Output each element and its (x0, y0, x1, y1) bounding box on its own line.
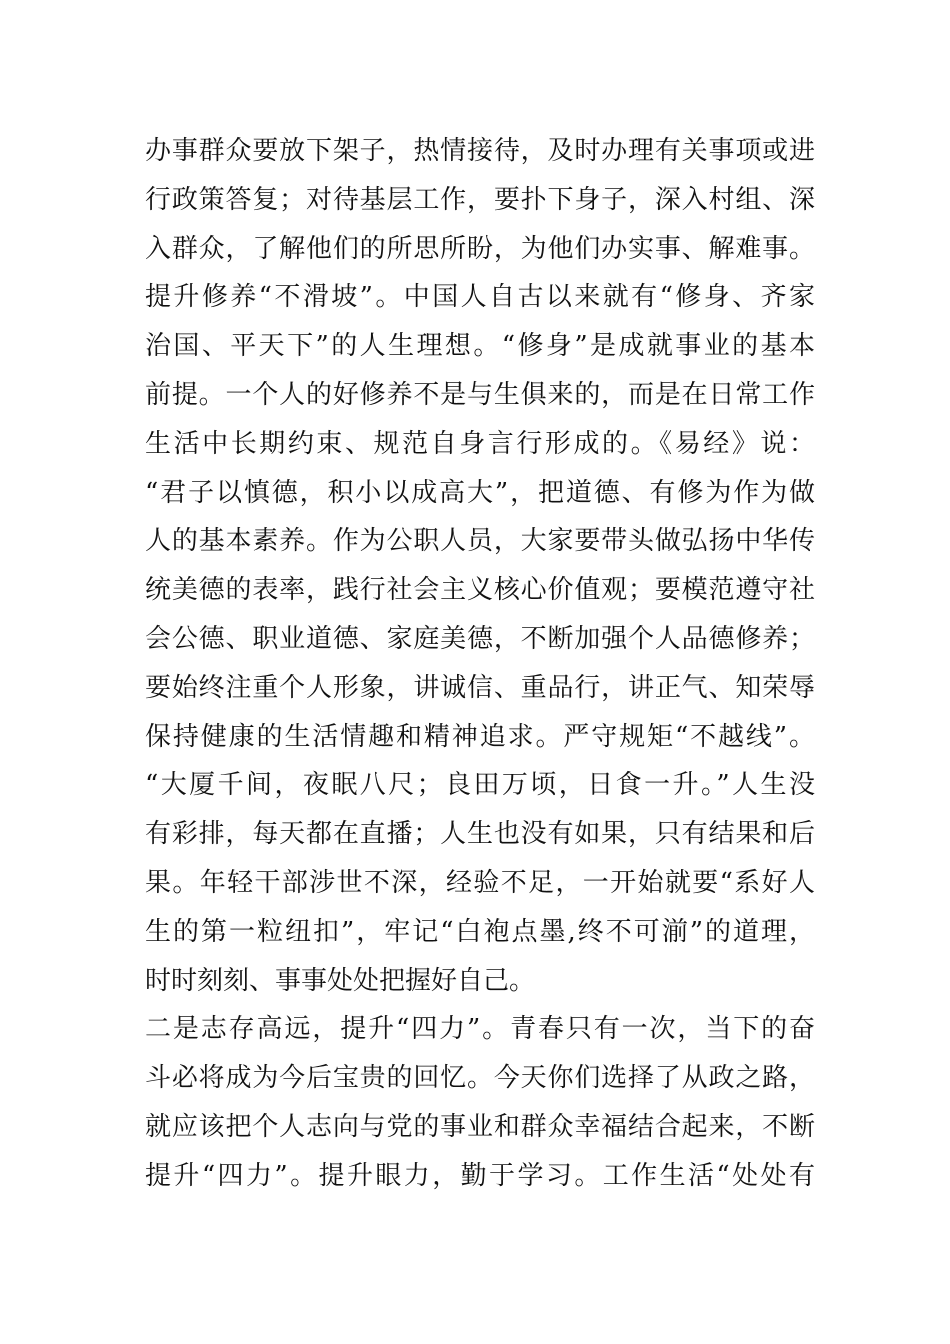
text-line: 前提。一个人的好修养不是与生俱来的，而是在日常工作 (145, 379, 815, 410)
body-text (145, 127, 815, 1201)
text-line: “君子以慎德，积小以成高大”，把道德、有修为作为做 (145, 477, 815, 508)
text-line: “大厦千间，夜眠八尺；良田万顷，日食一升。”人生没 (145, 770, 815, 801)
text-line: 提升修养“不滑坡”。中国人自古以来就有“修身、齐家 (145, 282, 815, 313)
text-line: 二是志存高远，提升“四力”。青春只有一次，当下的奋 (145, 1014, 815, 1045)
text-line: 生活中长期约束、规范自身言行形成的。《易经》说： (145, 428, 815, 459)
text-line: 治国、平天下”的人生理想。“修身”是成就事业的基本 (145, 331, 815, 362)
text-line: 人的基本素养。作为公职人员，大家要带头做弘扬中华传 (145, 526, 815, 557)
text-line: 入群众，了解他们的所思所盼，为他们办实事、解难事。 (145, 233, 815, 264)
text-line: 提升“四力”。提升眼力，勤于学习。工作生活“处处有 (145, 1160, 815, 1191)
text-line: 斗必将成为今后宝贵的回忆。今天你们选择了从政之路， (145, 1063, 815, 1094)
text-line: 生的第一粒纽扣”，牢记“白袍点墨,终不可湔”的道理， (145, 916, 815, 947)
text-line: 统美德的表率，践行社会主义核心价值观；要模范遵守社 (145, 575, 815, 606)
text-line: 要始终注重个人形象，讲诚信、重品行，讲正气、知荣辱 (145, 672, 815, 703)
text-line: 会公德、职业道德、家庭美德，不断加强个人品德修养； (145, 623, 815, 654)
text-line: 保持健康的生活情趣和精神追求。严守规矩“不越线”。 (145, 721, 815, 752)
text-line: 有彩排，每天都在直播；人生也没有如果，只有结果和后 (145, 819, 815, 850)
text-line: 行政策答复；对待基层工作，要扑下身子，深入村组、深 (145, 184, 815, 215)
text-line: 果。年轻干部涉世不深，经验不足，一开始就要“系好人 (145, 867, 815, 898)
text-line: 就应该把个人志向与党的事业和群众幸福结合起来，不断 (145, 1111, 815, 1142)
text-line: 时时刻刻、事事处处把握好自己。 (145, 965, 536, 996)
text-line: 办事群众要放下架子，热情接待，及时办理有关事项或进 (145, 136, 815, 166)
